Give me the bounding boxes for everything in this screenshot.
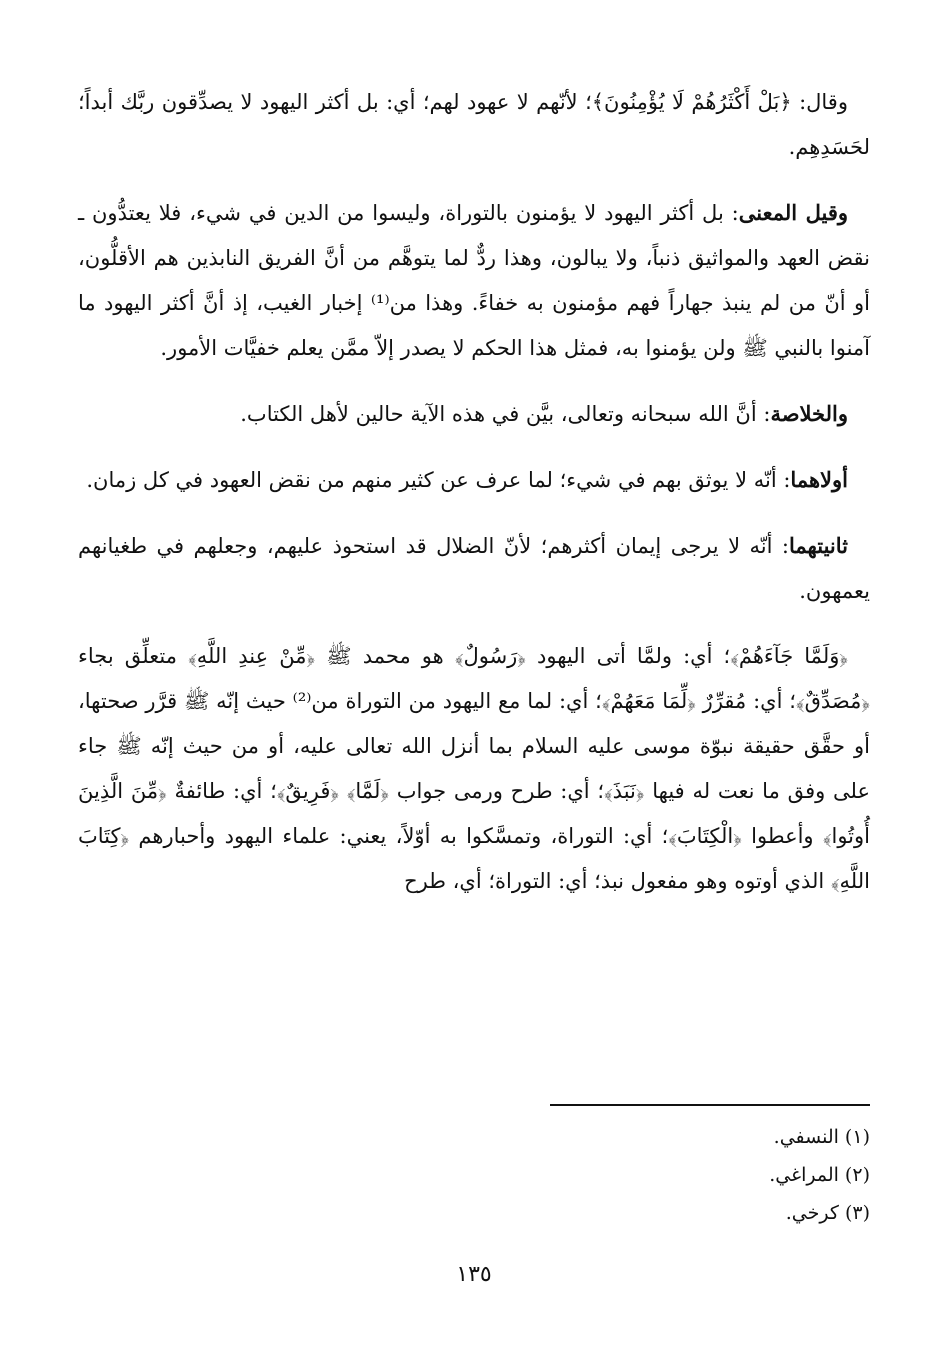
paragraph-1-text: وقال: ﴿بَلْ أَكْثَرُهُمْ لَا يُؤْمِنُونَ﴾؛ لأنّهم لا عهود لهم؛ أي: بل أكثر اليهود لا يصدِّقون ربَّك أبداً؛ لحَسَدِهِم. xyxy=(78,90,870,159)
paragraph-5 xyxy=(78,523,870,614)
footnote-divider xyxy=(550,1104,870,1106)
paragraph-2-lead: وقيل المعنى xyxy=(738,200,848,225)
paragraph-2 xyxy=(78,190,870,371)
paragraph-2-text: : بل أكثر اليهود لا يؤمنون بالتوراة، وليسوا من الدين في شيء، فلا يعتدُّون ـ نقض العهد والمواثيق ذنباً، ولا يبالون، وهذا ردٌّ لما يتوهَّم من أنَّ الفريق النابذين هم الأقلُّون، أو أنّ من لم ينبذ جهاراً فهم مؤمنون به خفاءً. وهذا من⁽¹⁾ إخبار الغيب، إذ أنَّ أكثر اليهود ما آمنوا بالنبي ﷺ ولن يؤمنوا به، فمثل هذا الحكم لا يصدر إلاّ ممَّن يعلم خفيَّات الأمور. xyxy=(78,201,870,360)
paragraph-6 xyxy=(78,634,870,904)
paragraph-6-text: ﴿وَلَمَّا جَآءَهُمْ﴾؛ أي: ولمَّا أتى اليهود ﴿رَسُولٌ﴾ هو محمد ﷺ ﴿مِّنْ عِندِ اللَّهِ﴾ متعلِّق بجاء ﴿مُصَدِّقٌ﴾؛ أي: مُقرِّرٌ ﴿لِّمَا مَعَهُمْ﴾؛ أي: لما مع اليهود من التوراة من⁽²⁾ حيث إنّه ﷺ قرَّر صحتها، أو حقَّق حقيقة نبوّة موسى عليه السلام بما أنزل الله تعالى عليه، أو من حيث إنّه ﷺ جاء على وفق ما نعت له فيها ﴿نَبَذَ﴾؛ أي: طرح ورمى جواب ﴿لَمَّا﴾ ﴿فَرِيقٌ﴾؛ أي: طائفةٌ ﴿مِّنَ الَّذِينَ أُوتُوا﴾ وأعطوا ﴿الْكِتَابَ﴾؛ أي: التوراة، وتمسَّكوا به أوّلاً، يعني: علماء اليهود وأحبارهم ﴿كِتَابَ اللَّهِ﴾ الذي أوتوه وهو مفعول نبذ؛ أي: التوراة؛ أي، طرح xyxy=(78,644,870,893)
paragraph-1 xyxy=(78,80,870,170)
footnote-1: (١) النسفي. xyxy=(773,1126,870,1148)
footnote-3: (٣) كرخي. xyxy=(785,1202,870,1224)
footnotes xyxy=(470,1118,870,1232)
page-body xyxy=(78,80,870,924)
footnote-2: (٢) المراغي. xyxy=(769,1164,870,1186)
paragraph-4-lead: أولاهما xyxy=(790,467,848,492)
paragraph-5-text: : أنّه لا يرجى إيمان أكثرهم؛ لأنّ الضلال قد استحوذ عليهم، وجعلهم في طغيانهم يعمهون. xyxy=(78,534,870,603)
paragraph-4 xyxy=(78,457,870,503)
paragraph-5-lead: ثانيتهما xyxy=(789,533,848,558)
page-number: ١٣٥ xyxy=(456,1262,492,1287)
paragraph-3-text: : أنَّ الله سبحانه وتعالى، بيَّن في هذه الآية حالين لأهل الكتاب. xyxy=(240,402,771,426)
paragraph-3-lead: والخلاصة xyxy=(770,401,848,426)
paragraph-3 xyxy=(78,391,870,437)
paragraph-4-text: : أنّه لا يوثق بهم في شيء؛ لما عرف عن كثير منهم من نقض العهود في كل زمان. xyxy=(86,468,791,492)
